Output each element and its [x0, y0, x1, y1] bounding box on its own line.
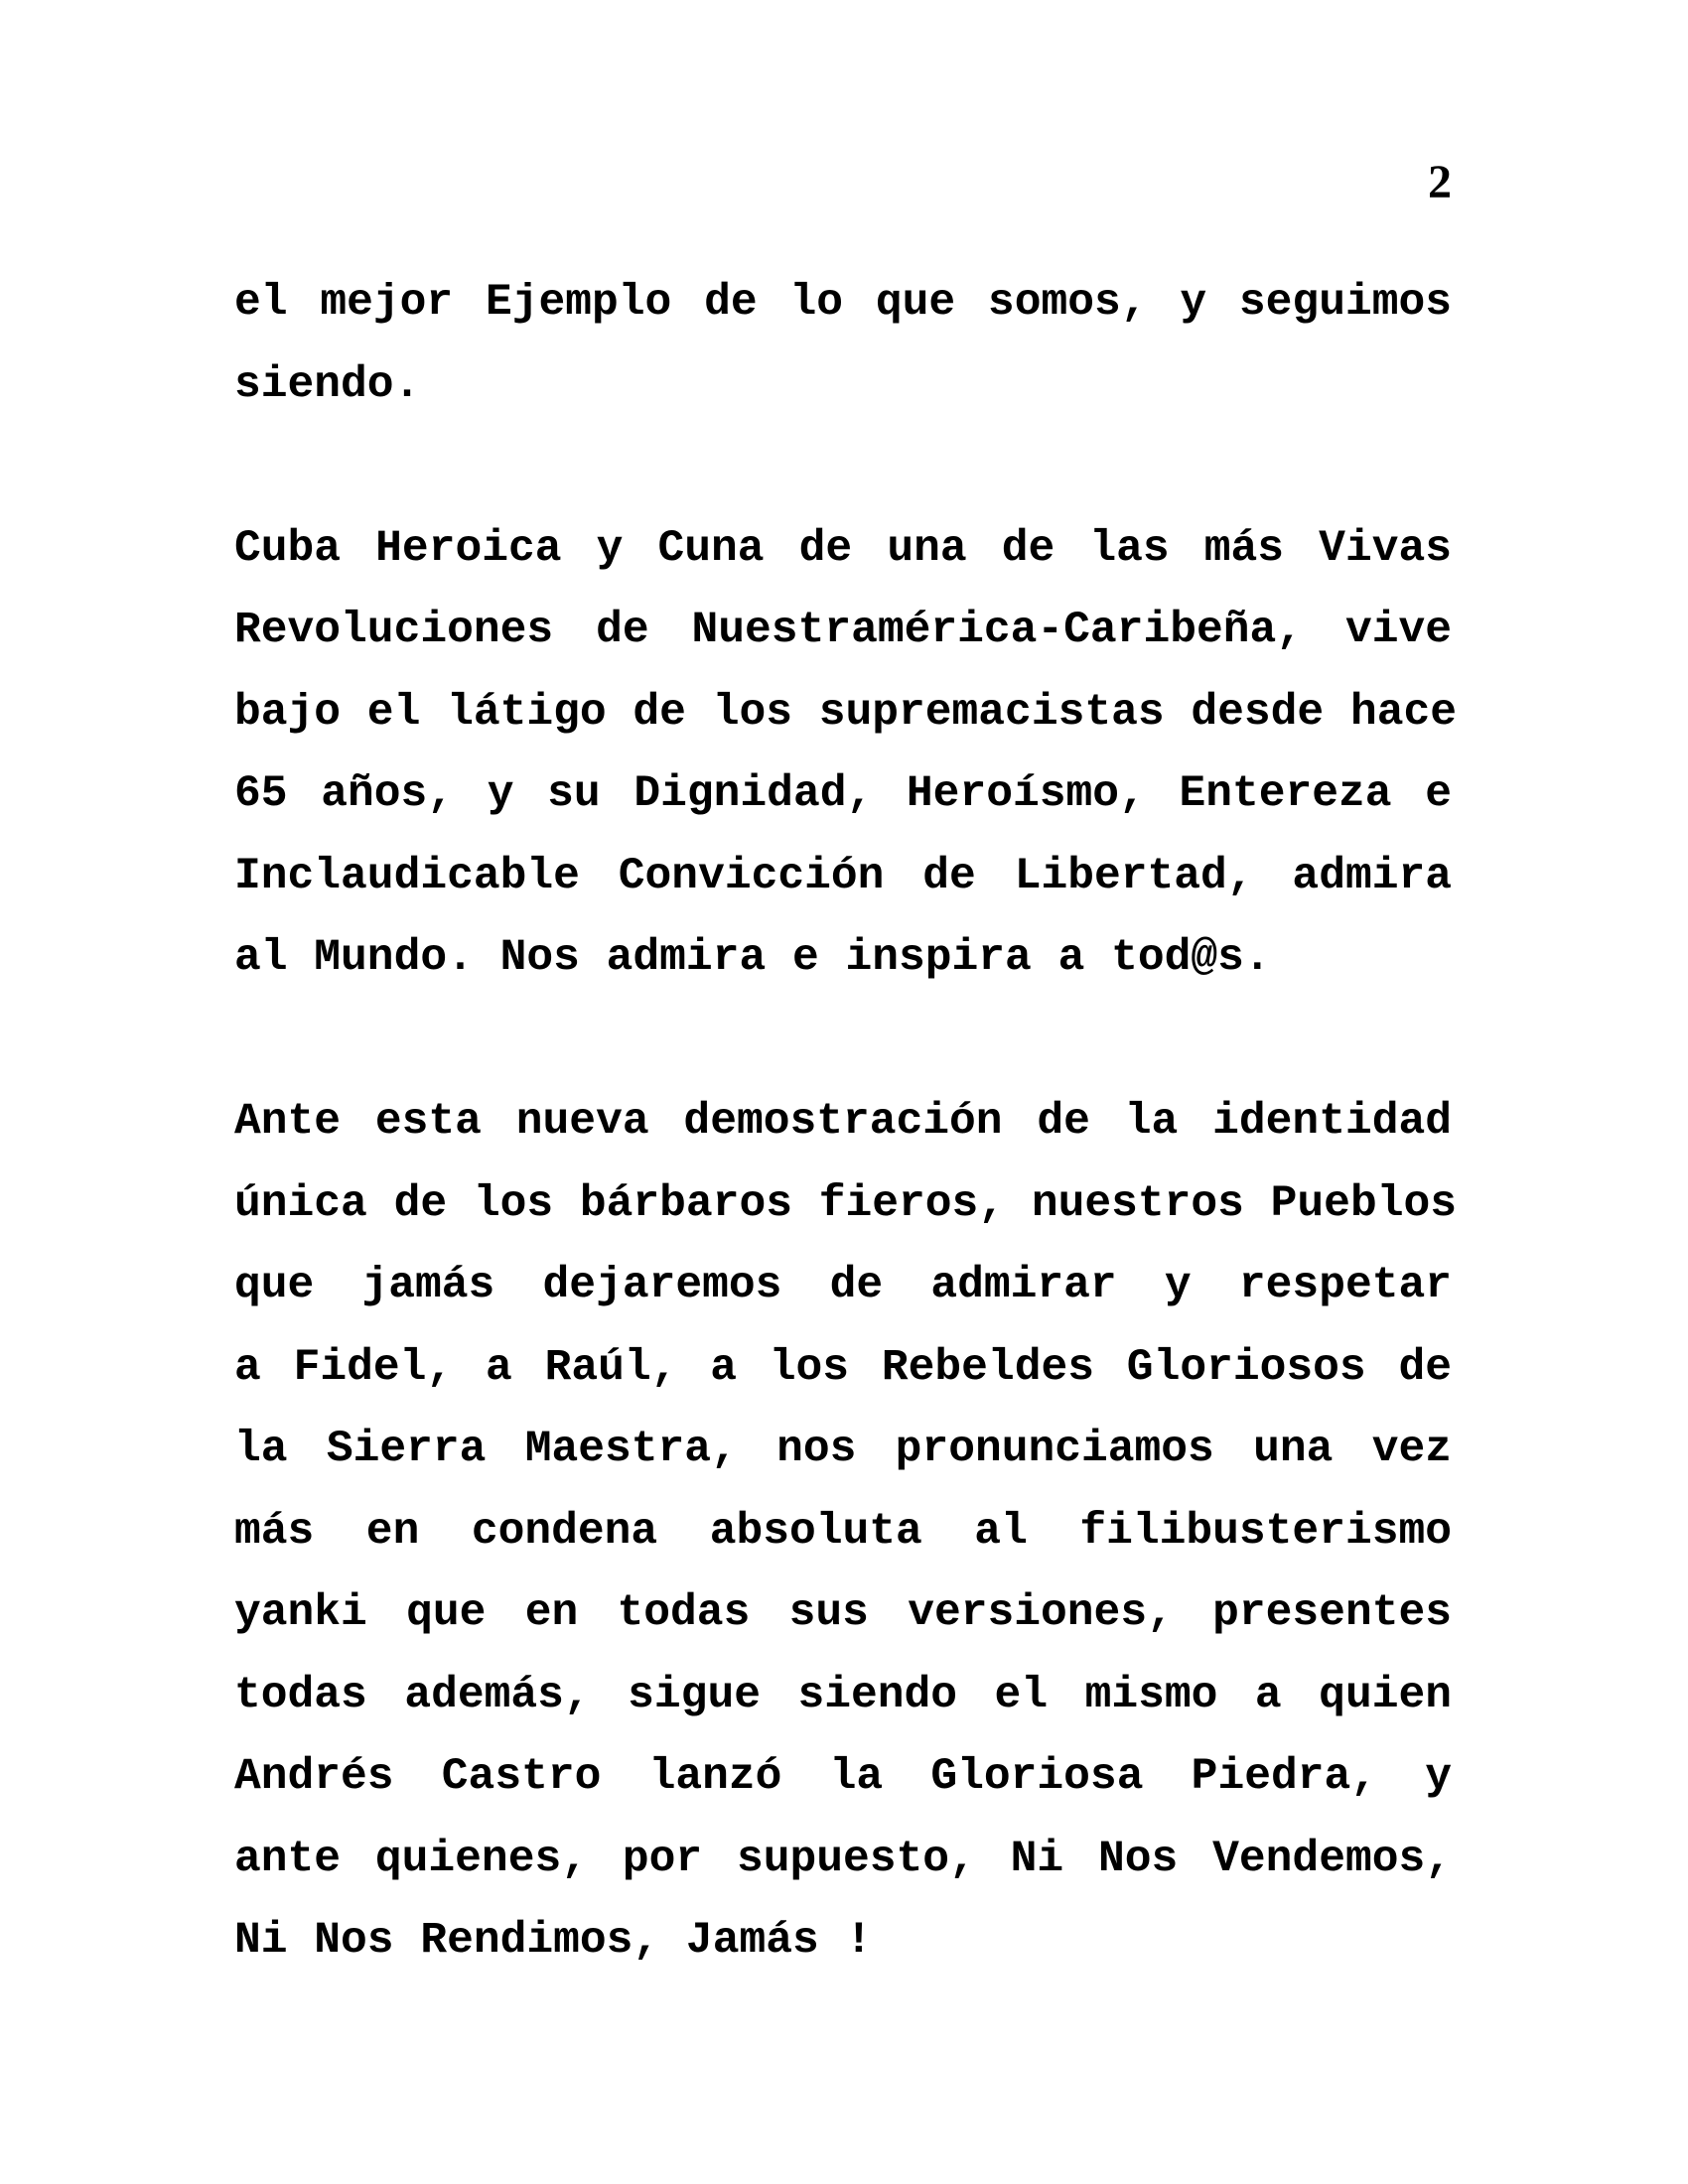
text-line: el mejor Ejemplo de lo que somos, y seguimos: [234, 278, 1452, 328]
text-line: única de los bárbaros fieros, nuestros Pueblos: [234, 1178, 1457, 1229]
text-line: al Mundo. Nos admira e inspira a tod@s.: [234, 933, 1271, 983]
text-line: Inclaudicable Convicción de Libertad, admira: [234, 851, 1452, 901]
text-line: Ante esta nueva demostración de la identidad: [234, 1097, 1452, 1147]
text-line: Revoluciones de Nuestramérica-Caribeña, vive: [234, 606, 1452, 655]
page-number: 2: [1428, 156, 1452, 208]
text-line: Cuba Heroica y Cuna de una de las más Vivas: [234, 523, 1452, 574]
text-line: a Fidel, a Raúl, a los Rebeldes Gloriosos de: [234, 1342, 1452, 1393]
paragraph-1: [234, 262, 1452, 426]
text-line: todas además, sigue siendo el mismo a quien: [234, 1670, 1452, 1720]
text-line: que jamás dejaremos de admirar y respetar: [234, 1261, 1452, 1310]
text-line: ante quienes, por supuesto, Ni Nos Vendemos,: [234, 1834, 1452, 1884]
text-line: 65 años, y su Dignidad, Heroísmo, Entereza e: [234, 769, 1452, 819]
text-line: Andrés Castro lanzó la Gloriosa Piedra, y: [234, 1752, 1452, 1802]
text-line: la Sierra Maestra, nos pronunciamos una vez: [234, 1425, 1452, 1474]
paragraph-2: [234, 508, 1457, 1000]
paragraph-3: [234, 1081, 1457, 1982]
text-line: más en condena absoluta al filibusterismo: [234, 1506, 1452, 1557]
text-line: bajo el látigo de los supremacistas desde hace: [234, 687, 1457, 738]
text-line: yanki que en todas sus versiones, presentes: [234, 1588, 1452, 1638]
text-line: siendo.: [234, 359, 421, 410]
text-line: Ni Nos Rendimos, Jamás !: [234, 1916, 873, 1966]
document-body: [234, 262, 1457, 1982]
